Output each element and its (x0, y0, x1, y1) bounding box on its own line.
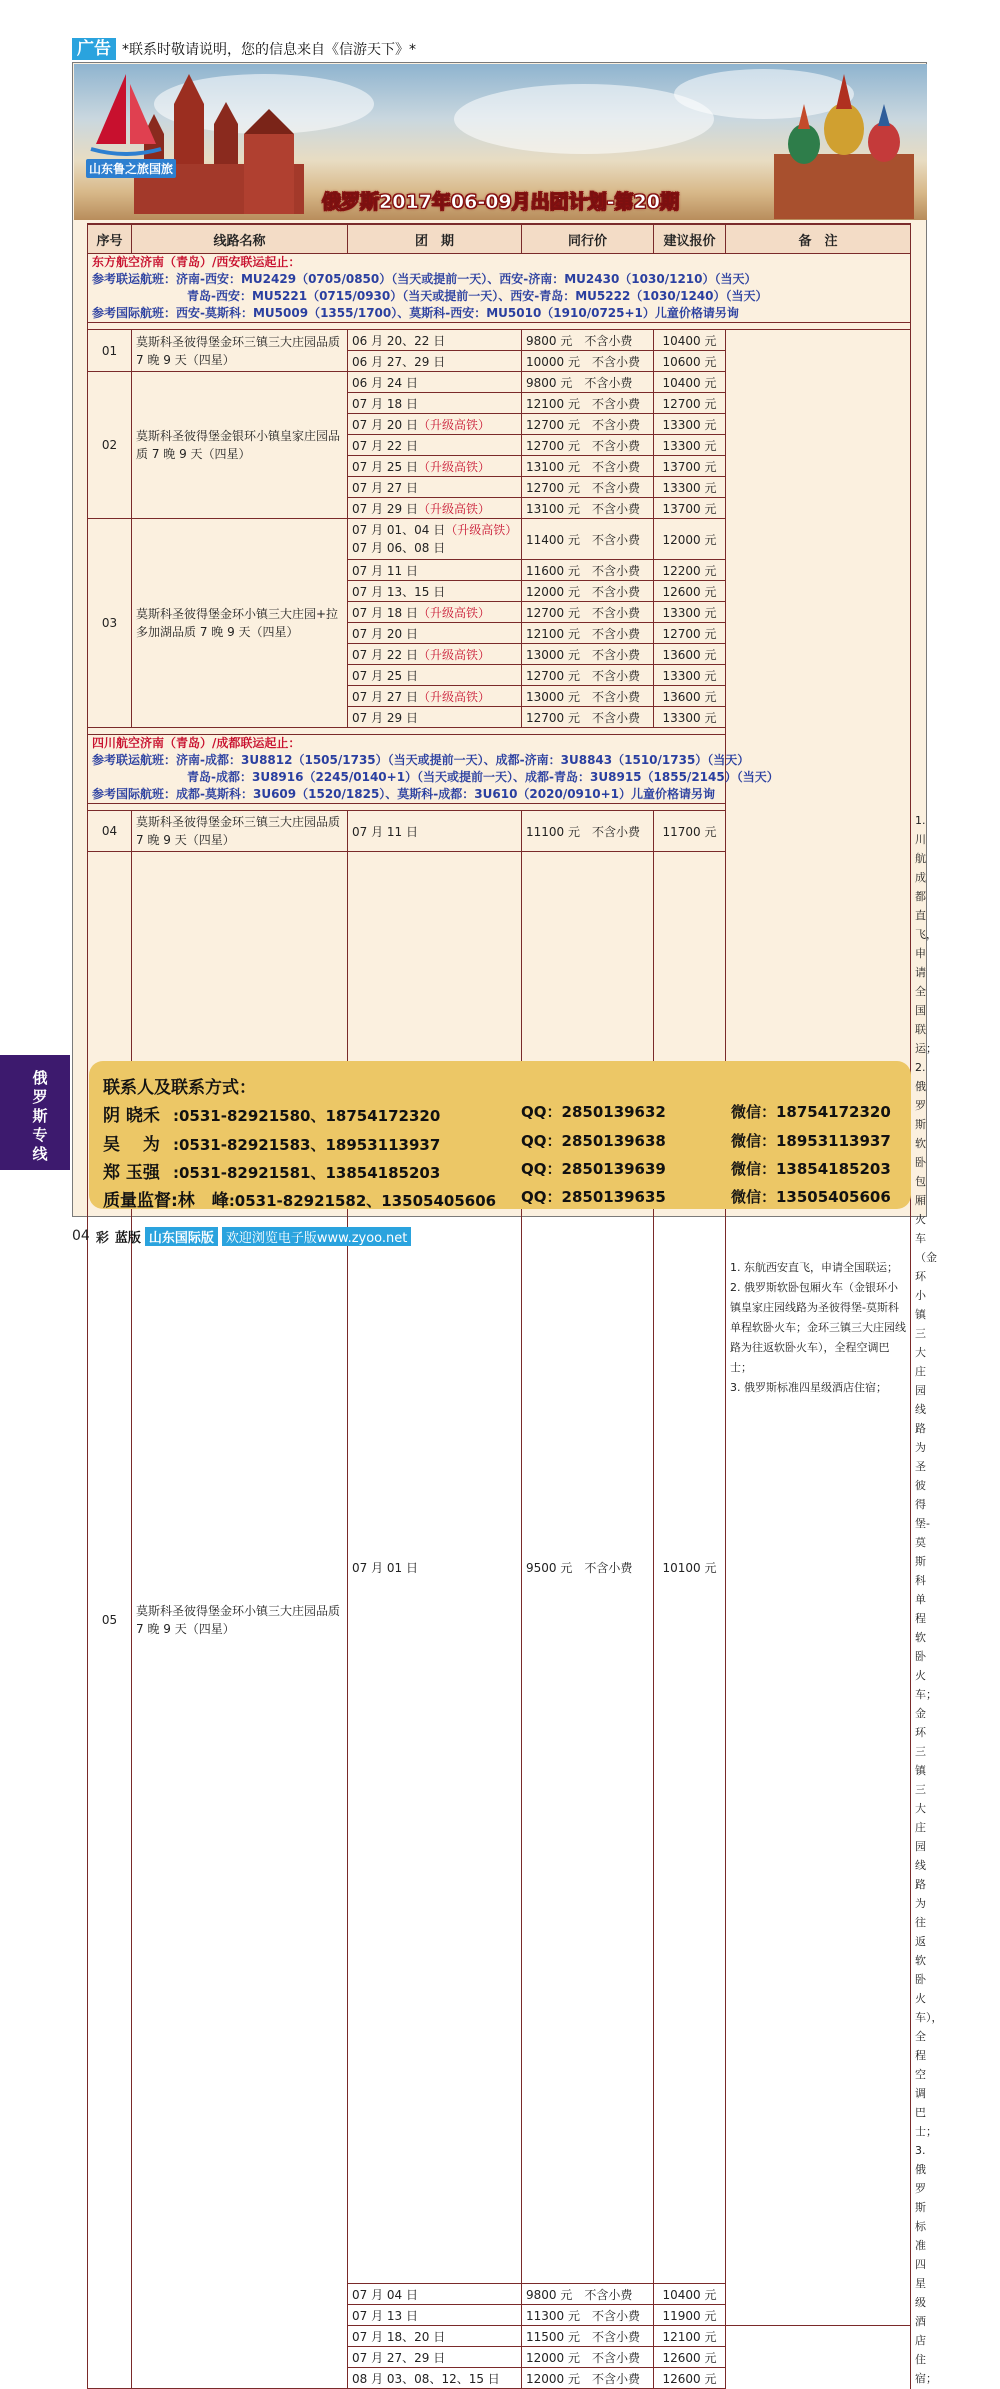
group-route: 莫斯科圣彼得堡金银环小镇皇家庄园品质 7 晚 9 天（四星） (132, 372, 348, 519)
contact-name: 郑 玉强 (103, 1163, 160, 1183)
top-ad-bar (72, 38, 416, 60)
price-cell: 9800 元 不含小费 (522, 330, 654, 351)
table-row: 04 莫斯科圣彼得堡金环三镇三大庄园品质 7 晚 9 天（四星） 07 月 11 日 11100 元 不含小费 11700 元 1. 川航成都直飞，申请全国联运； 2. 俄罗斯软卧包厢火车（金环小镇 三大庄园线路为圣彼得堡-莫斯科单程软卧火车；金环三镇三大庄园线路为往返软卧火车），全程空调巴士； 3. 俄罗斯标准四星级酒店住宿； (88, 811, 911, 852)
suggest-cell: 10400 元 (654, 330, 726, 351)
suggest-cell: 12000 元 (654, 519, 726, 560)
suggest-cell: 13600 元 (654, 686, 726, 707)
price-cell: 12700 元 不含小费 (522, 602, 654, 623)
section2-info (88, 735, 911, 804)
group-no: 04 (88, 811, 132, 852)
date-cell: 07 月 18 日 (348, 393, 522, 414)
note-line: 2. 俄罗斯软卧包厢火车（金银环小镇皇家庄园线路为圣彼得堡-莫斯科单程软卧火车；金环三镇三大庄园线路为往返软卧火车），全程空调巴士； (730, 1280, 906, 1374)
contact-wechat: 微信：13854185203 (731, 1160, 891, 1178)
price-cell: 9500 元 不含小费 (522, 852, 654, 2284)
date-cell: 07 月 22 日 (348, 435, 522, 456)
date-cell: 07 月 20 日 (348, 623, 522, 644)
header-price: 同行价 (522, 224, 654, 254)
note-line: 3. 俄罗斯标准四星级酒店住宿； (730, 1380, 887, 1394)
contact-wechat: 微信：18754172320 (731, 1103, 891, 1121)
date-cell: 07 月 11 日 (348, 560, 522, 581)
note-cell (726, 330, 911, 2326)
date-cell: 07 月 01 日 (348, 852, 522, 2284)
section1-connect1: 参考联运航班：济南-西安：MU2429（0705/0850）（当天或提前一天）、西安-济南：MU2430（1030/1210）（当天） (92, 272, 757, 286)
section1-connect2: 青岛-西安：MU5221（0715/0930）（当天或提前一天）、西安-青岛：MU5222（1030/1240）（当天） (187, 289, 768, 303)
date-cell: 07 月 04 日 (348, 2284, 522, 2305)
schedule-table (87, 223, 943, 2389)
date-cell: 07 月 18、20 日 (348, 2326, 522, 2347)
group-no: 03 (88, 519, 132, 728)
date-cell: 08 月 03、08、12、15 日 (348, 2368, 522, 2389)
price-cell: 12700 元 不含小费 (522, 665, 654, 686)
group-route: 莫斯科圣彼得堡金环小镇三大庄园品质 7 晚 9 天（四星） (132, 852, 348, 2389)
group-no: 02 (88, 372, 132, 519)
contact-row (103, 1101, 891, 1126)
date-cell: 07 月 18 日（升级高铁） (348, 602, 522, 623)
date-cell: 06 月 27、29 日 (348, 351, 522, 372)
date-cell: 07 月 20 日（升级高铁） (348, 414, 522, 435)
table-row (88, 330, 911, 351)
suggest-cell: 13300 元 (654, 665, 726, 686)
date-cell: 06 月 24 日 (348, 372, 522, 393)
suggest-cell: 12700 元 (654, 393, 726, 414)
date-cell: 07 月 25 日（升级高铁） (348, 456, 522, 477)
contact-name: 阴 晓禾 (103, 1106, 160, 1126)
note-line: 1. 东航西安直飞，申请全国联运； (730, 1260, 898, 1274)
suggest-cell: 13700 元 (654, 456, 726, 477)
date-cell: 07 月 27、29 日 (348, 2347, 522, 2368)
ad-tag: 广告 (72, 38, 116, 60)
footer (72, 1226, 411, 1246)
group-no: 05 (88, 852, 132, 2389)
price-cell: 12700 元 不含小费 (522, 435, 654, 456)
side-label: 俄罗斯专线 (32, 1069, 48, 1163)
date-cell: 07 月 01、04 日（升级高铁） 07 月 06、08 日 (348, 519, 522, 560)
contact-wechat: 微信：13505405606 (731, 1188, 891, 1206)
price-cell: 11300 元 不含小费 (522, 2305, 654, 2326)
price-cell: 13100 元 不含小费 (522, 456, 654, 477)
price-cell: 11400 元 不含小费 (522, 519, 654, 560)
suggest-cell: 12600 元 (654, 581, 726, 602)
suggest-cell: 10400 元 (654, 2284, 726, 2305)
suggest-cell: 13700 元 (654, 498, 726, 519)
section1-info-row (88, 254, 911, 323)
date-cell: 06 月 20、22 日 (348, 330, 522, 351)
header-route: 线路名称 (132, 224, 348, 254)
website-link[interactable]: 欢迎浏览电子版www.zyoo.net (222, 1227, 412, 1246)
suggest-cell: 12600 元 (654, 2347, 726, 2368)
contact-row (103, 1186, 891, 1211)
banner (74, 64, 927, 220)
contact-title: 联系人及联系方式： (103, 1078, 256, 1098)
price-cell: 13000 元 不含小费 (522, 686, 654, 707)
date-cell: 07 月 27 日 (348, 477, 522, 498)
suggest-cell: 13300 元 (654, 477, 726, 498)
price-cell: 10000 元 不含小费 (522, 351, 654, 372)
contact-row (103, 1158, 891, 1183)
price-cell: 12700 元 不含小费 (522, 707, 654, 728)
group-route: 莫斯科圣彼得堡金环三镇三大庄园品质 7 晚 9 天（四星） (132, 811, 348, 852)
suggest-cell: 10100 元 (654, 852, 726, 2284)
table-header-row (88, 224, 911, 254)
blue-edition: 蓝版 (114, 1230, 141, 1246)
section1-intl: 参考国际航班：西安-莫斯科：MU5009（1355/1700）、莫斯科-西安：MU5010（1910/0725+1）儿童价格请另询 (92, 306, 739, 320)
section1-airline: 东方航空济南（青岛）/西安联运起止： (92, 255, 301, 269)
price-cell: 11100 元 不含小费 (522, 811, 654, 852)
suggest-cell: 10600 元 (654, 351, 726, 372)
suggest-cell: 12200 元 (654, 560, 726, 581)
contact-box (89, 1061, 911, 1209)
contact-row (103, 1130, 891, 1155)
contact-wechat: 微信：18953113937 (731, 1132, 891, 1150)
logo-text: 山东鲁之旅国旅 (86, 159, 176, 178)
contact-phone: :0531-82921583、18953113937 (173, 1136, 441, 1154)
suggest-cell: 12100 元 (654, 2326, 726, 2347)
price-cell: 13100 元 不含小费 (522, 498, 654, 519)
date-cell: 07 月 11 日 (348, 811, 522, 852)
price-cell: 9800 元 不含小费 (522, 372, 654, 393)
group-no: 01 (88, 330, 132, 372)
contact-phone: :0531-82921581、13854185203 (173, 1164, 441, 1182)
price-cell: 11600 元 不含小费 (522, 560, 654, 581)
suggest-cell: 10400 元 (654, 372, 726, 393)
suggest-cell: 13300 元 (654, 707, 726, 728)
banner-title: 俄罗斯2017年06-09月出团计划-第20期 (322, 191, 679, 213)
suggest-cell: 13300 元 (654, 414, 726, 435)
header-date: 团 期 (348, 224, 522, 254)
price-cell: 9800 元 不含小费 (522, 2284, 654, 2305)
edition-tag: 山东国际版 (145, 1227, 218, 1246)
date-cell: 07 月 22 日（升级高铁） (348, 644, 522, 665)
price-cell: 12100 元 不含小费 (522, 623, 654, 644)
suggest-cell: 11900 元 (654, 2305, 726, 2326)
sail-logo-icon (86, 69, 166, 159)
date-cell: 07 月 13 日 (348, 2305, 522, 2326)
color-label: 彩 (95, 1230, 109, 1246)
date-cell: 07 月 13、15 日 (348, 581, 522, 602)
price-cell: 13000 元 不含小费 (522, 644, 654, 665)
contact-qq: QQ：2850139632 (521, 1103, 666, 1121)
group-route: 莫斯科圣彼得堡金环三镇三大庄园品质 7 晚 9 天（四星） (132, 330, 348, 372)
ad-note: *联系时敬请说明，您的信息来自《信游天下》* (122, 42, 416, 58)
price-cell: 12700 元 不含小费 (522, 414, 654, 435)
section1-info (88, 254, 911, 323)
section2-intl: 参考国际航班：成都-莫斯科：3U609（1520/1825）、莫斯科-成都：3U610（2020/0910+1）儿童价格请另询 (92, 787, 716, 801)
suggest-cell: 12600 元 (654, 2368, 726, 2389)
header-suggest: 建议报价 (654, 224, 726, 254)
price-cell: 11500 元 不含小费 (522, 2326, 654, 2347)
price-cell: 12000 元 不含小费 (522, 2347, 654, 2368)
section2-info-row (88, 735, 911, 804)
suggest-cell: 11700 元 (654, 811, 726, 852)
date-cell: 07 月 27 日（升级高铁） (348, 686, 522, 707)
price-cell: 12000 元 不含小费 (522, 2368, 654, 2389)
page-number: 04 (72, 1228, 90, 1244)
suggest-cell: 13300 元 (654, 602, 726, 623)
price-cell: 12700 元 不含小费 (522, 477, 654, 498)
suggest-cell: 12700 元 (654, 623, 726, 644)
section2-connect2: 青岛-成都：3U8916（2245/0140+1）（当天或提前一天）、成都-青岛：3U8915（1855/2145）（当天） (187, 770, 779, 784)
contact-qq: QQ：2850139638 (521, 1132, 666, 1150)
date-cell: 07 月 29 日 (348, 707, 522, 728)
price-cell: 12100 元 不含小费 (522, 393, 654, 414)
group-route: 莫斯科圣彼得堡金环小镇三大庄园+拉多加湖品质 7 晚 9 天（四星） (132, 519, 348, 728)
suggest-cell: 13600 元 (654, 644, 726, 665)
contact-qq: QQ：2850139639 (521, 1160, 666, 1178)
suggest-cell: 13300 元 (654, 435, 726, 456)
header-note: 备 注 (726, 224, 911, 254)
contact-phone: :0531-82921580、18754172320 (173, 1107, 441, 1125)
contact-qq: QQ：2850139635 (521, 1188, 666, 1206)
price-cell: 12000 元 不含小费 (522, 581, 654, 602)
date-cell: 07 月 25 日 (348, 665, 522, 686)
contact-phone: :0531-82921582、13505405606 (228, 1192, 497, 1210)
section2-airline: 四川航空济南（青岛）/成都联运起止： (92, 736, 301, 750)
side-tab (0, 1055, 70, 1170)
section2-connect1: 参考联运航班：济南-成都：3U8812（1505/1735）（当天或提前一天）、成都-济南：3U8843（1510/1735）（当天） (92, 753, 750, 767)
contact-name: 质量监督:林 峰 (103, 1191, 229, 1211)
contact-name: 吴 为 (103, 1135, 160, 1155)
date-cell: 07 月 29 日（升级高铁） (348, 498, 522, 519)
header-no: 序号 (88, 224, 132, 254)
